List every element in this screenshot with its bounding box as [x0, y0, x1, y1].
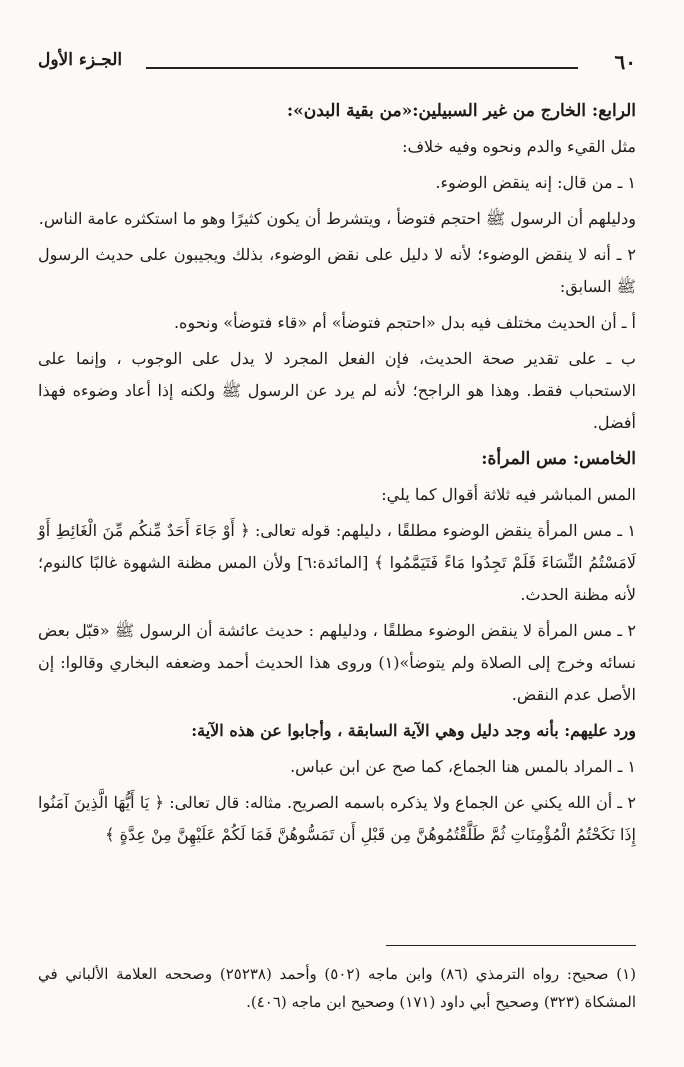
- paragraph: المس المباشر فيه ثلاثة أقوال كما يلي:: [381, 485, 636, 504]
- paragraph: ودليلهم أن الرسول ﷺ احتجم فتوضأ ، ويتشرط أن يكون كثيرًا وهو ما استكثره عامة الناس.: [38, 209, 636, 228]
- section-heading-fifth: الخامس: مس المرأة:: [481, 449, 636, 469]
- paragraph: ٢ ـ مس المرأة لا ينقض الوضوء مطلقًا ، ودليلهم : حديث عائشة أن الرسول ﷺ «قبّل بعض نسائه وخرج إلى الصلاة ولم يتوضأ»(١) وروى هذا الحديث أحمد وضعفه البخاري وقالوا: إن الأصل عدم النقض.: [38, 621, 636, 704]
- page-header: [38, 50, 636, 80]
- footnote: (١) صحيح: رواه الترمذي (٨٦) وابن ماجه (٥٠٢) وأحمد (٢٥٢٣٨) وصححه العلامة الألباني في المشكاة (٣٢٣) وصحيح أبي داود (١٧١) وصحيح ابن ماجه (٤٠٦).: [38, 965, 636, 1011]
- paragraph: ورد عليهم: بأنه وجد دليل وهي الآية السابقة ، وأجابوا عن هذه الآية:: [191, 721, 636, 740]
- running-title: الجـزء الأول: [38, 50, 123, 70]
- section-heading-fourth: الرابع: الخارج من غير السبيلين:«من بقية البدن»:: [286, 101, 636, 121]
- footnote-rule: [386, 945, 636, 946]
- paragraph: ١ ـ من قال: إنه ينقض الوضوء.: [435, 173, 636, 192]
- paragraph: ٢ ـ أن الله يكني عن الجماع ولا يذكره باسمه الصريح. مثاله: قال تعالى: ﴿ يَا أَيُّهَا الَّذِينَ آمَنُوا إِذَا نَكَحْتُمُ الْمُؤْمِنَاتِ ثُمَّ طَلَّقْتُمُوهُنَّ مِن قَبْلِ أَن تَمَسُّوهُنَّ فَمَا لَكُمْ عَلَيْهِنَّ مِنْ عِدَّةٍ ﴾: [38, 793, 636, 844]
- paragraph: ب ـ على تقدير صحة الحديث، فإن الفعل المجرد لا يدل على الوجوب ، وإنما على الاستحباب فقط. وهذا هو الراجح؛ لأنه لم يرد عن الرسول ﷺ ولكنه إذا أعاد وضوءه فهذا أفضل.: [38, 349, 636, 432]
- page-number: ٦٠: [614, 50, 636, 74]
- paragraph: ٢ ـ أنه لا ينقض الوضوء؛ لأنه لا دليل على نقض الوضوء، بذلك ويجيبون على حديث الرسول ﷺ السابق:: [38, 245, 636, 296]
- footnotes: [38, 960, 636, 1020]
- main-text: [38, 95, 636, 855]
- paragraph: مثل القيء والدم ونحوه وفيه خلاف:: [402, 137, 636, 156]
- paragraph: ١ ـ مس المرأة ينقض الوضوء مطلقًا ، دليلهم: قوله تعالى: ﴿ أَوْ جَاءَ أَحَدٌ مِّنكُم مِّنَ الْغَائِطِ أَوْ لَامَسْتُمُ النِّسَاءَ فَلَمْ تَجِدُوا مَاءً فَتَيَمَّمُوا ﴾ [المائدة:٦] ولأن المس مظنة الشهوة غالبًا كالنوم؛ لأنه مظنة الحدث.: [38, 521, 637, 604]
- paragraph: ١ ـ المراد بالمس هنا الجماع، كما صح عن ابن عباس.: [290, 757, 636, 776]
- paragraph: أ ـ أن الحديث مختلف فيه بدل «احتجم فتوضأ» أم «قاء فتوضأ» ونحوه.: [173, 313, 636, 332]
- header-rule: [146, 67, 578, 69]
